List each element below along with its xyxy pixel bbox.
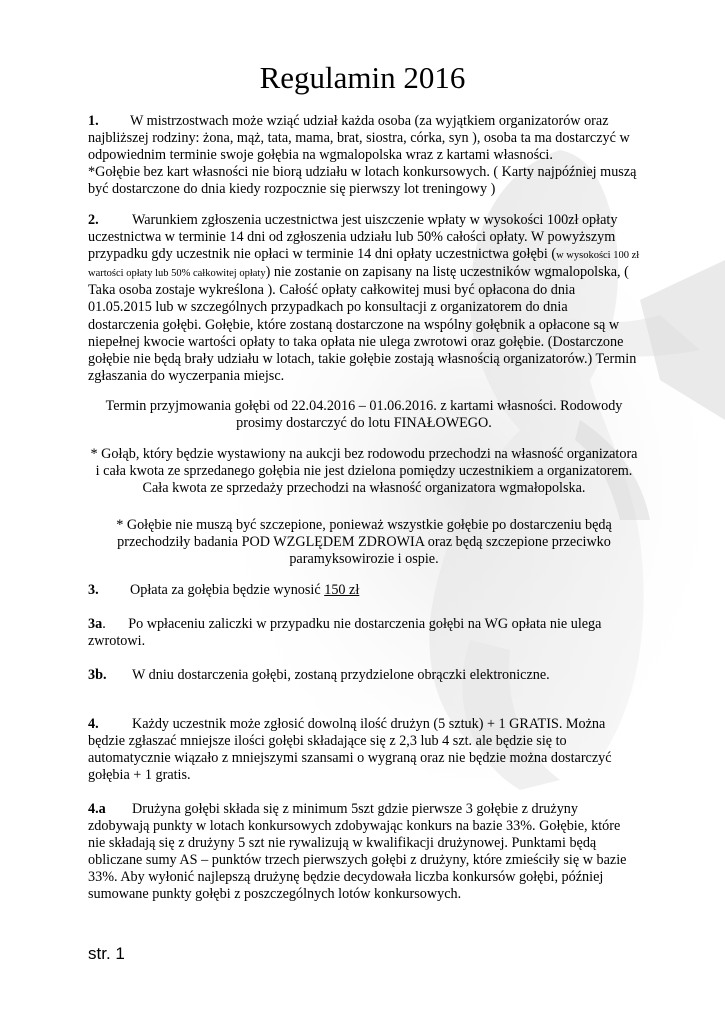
section-number: 4.a <box>88 801 106 817</box>
section-3 <box>88 582 640 599</box>
section-2-small-note: w wysokości 100 zł wartości opłaty lub 50% całkowitej opłaty <box>88 250 640 280</box>
section-number: 3b. <box>88 667 107 683</box>
auction-note: * Gołąb, który będzie wystawiony na aukcji bez rodowodu przechodzi na własność organizatora i cała kwota ze sprzedanego gołębia nie jest dzielona pomiędzy uczestnikiem a organizatorem. Cała kwota ze sprzedaży przechodzi na własność organizatora wgmałopolska. <box>90 446 638 497</box>
section-3-text: Opłata za gołębia będzie wynosić <box>130 582 321 598</box>
section-1-note: *Gołębie bez kart własności nie biorą udziału w lotach konkursowych. ( Karty najpóźniej muszą być dostarczone do dnia kiedy rozpocznie się pierwszy lot treningowy ) <box>88 164 637 198</box>
delivery-terms: Termin przyjmowania gołębi od 22.04.2016 – 01.06.2016. z kartami własności. Rodowody prosimy dostarczyć do lotu FINAŁOWEGO. <box>105 398 623 432</box>
section-3a-dot: . <box>102 616 106 632</box>
section-2-text-a: Warunkiem zgłoszenia uczestnictwa jest uiszczenie wpłaty w wysokości 100zł opłaty uczestnictwa w terminie 14 dni od zgłoszenia udziału lub 50% całości opłaty. W powyższym przypadku gdy uczestnik nie opłaci w terminie 14 dni opłaty uczestnictwa gołębi ( <box>88 212 618 263</box>
section-1 <box>88 113 640 198</box>
section-1-text: W mistrzostwach może wziąć udział każda osoba (za wyjątkiem organizatorów oraz najbliższej rodziny: żona, mąż, tata, mama, brat, siostra, córka, syn ), osoba ta ma dostarczyć w odpowiednim terminie swoje gołębia na wgmalopolska wraz z kartami własności. <box>88 113 630 164</box>
page-number: str. 1 <box>88 944 125 963</box>
section-4a <box>88 801 640 904</box>
section-3a <box>88 616 640 650</box>
section-number: 3. <box>88 582 99 598</box>
section-number: 2. <box>88 212 99 228</box>
section-3b-text: W dniu dostarczenia gołębi, zostaną przydzielone obrączki elektroniczne. <box>132 667 550 683</box>
section-4-text: Każdy uczestnik może zgłosić dowolną ilość drużyn (5 sztuk) + 1 GRATIS. Można będzie zgłaszać mniejsze ilości gołębi składające się z 2,3 lub 4 szt. ale będzie się to automatycznie wiązało z mniejszymi szansami o wygraną oraz nie będzie można dostarczyć gołębia + 1 gratis. <box>88 716 612 784</box>
section-number: 1. <box>88 113 99 129</box>
section-2-text-b: ) nie zostanie on zapisany na listę uczestników wgmalopolska, ( Taka osoba zostaje wykreślona ). Całość opłaty całkowitej musi być opłacona do dnia 01.05.2015 lub w szczególnych przypadkach po konsultacji z organizatorem do dnia dostarczenia gołębi. Gołębie, które zostaną dostarczone na wspólny gołębnik a opłacone są w niepełnej kwocie wartości opłaty to taka opłata nie ulega zwrotowi oraz gołębie. (Dostarczone gołębie nie będą brały udziału w lotach, takie gołębie zostają własnością organizatorów.) Termin zgłaszania do wyczerpania miejsc. <box>88 264 637 384</box>
section-4 <box>88 716 640 784</box>
section-2 <box>88 212 640 385</box>
fee-amount: 150 zł <box>324 582 360 598</box>
section-number: 3a <box>88 616 103 632</box>
section-3b <box>88 667 640 684</box>
section-4a-text: Drużyna gołębi składa się z minimum 5szt gdzie pierwsze 3 gołębie z drużyny zdobywają punkty w lotach konkursowych zdobywając konkurs na bazie 33%. Gołębie, które nie składają się z drużyny 5 szt nie rywalizują w kwalifikacji drużynowej. Punktami będą obliczane sumy AS – punktów trzech pierwszych gołębi z drużyny, które zmieściły się w bazie 33%. Aby wyłonić najlepszą drużynę będzie decydowała liczba konkursów gołębi, później sumowane punkty gołębi z poszczególnych lotów konkursowych. <box>88 801 627 903</box>
section-3a-text: Po wpłaceniu zaliczki w przypadku nie dostarczenia gołębi na WG opłata nie ulega zwrotowi. <box>88 616 602 650</box>
page-title: Regulamin 2016 <box>259 60 466 95</box>
section-number: 4. <box>88 716 99 732</box>
vaccination-note: * Gołębie nie muszą być szczepione, ponieważ wszystkie gołębie po dostarczeniu będą przechodziły badania POD WZGLĘDEM ZDROWIA oraz będą szczepione przeciwko paramyksowirozie i ospie. <box>116 517 612 568</box>
